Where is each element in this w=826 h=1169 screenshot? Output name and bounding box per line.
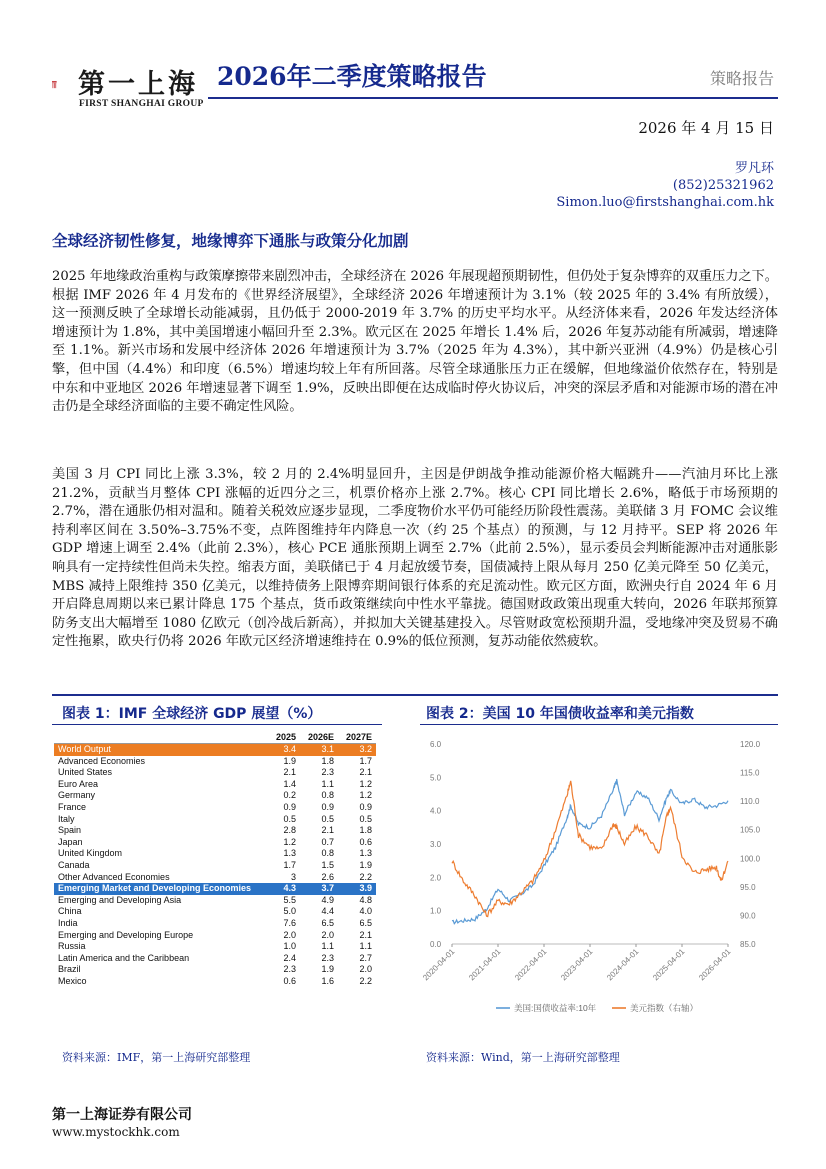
x-tick-label: 2020-04-01 xyxy=(421,947,457,983)
row-value-2025: 7.6 xyxy=(283,917,296,928)
table-row xyxy=(54,744,376,756)
row-value-2027e: 1.2 xyxy=(359,790,372,801)
row-value-2025: 1.3 xyxy=(283,848,296,859)
row-value-2026e: 1.6 xyxy=(321,975,334,986)
row-value-2026e: 2.3 xyxy=(321,767,334,778)
paragraph-1 xyxy=(52,268,778,417)
row-value-2027e: 0.5 xyxy=(359,813,372,824)
gdp-table-body xyxy=(54,744,376,988)
row-label: Other Advanced Economies xyxy=(58,871,170,882)
row-value-2027e: 2.1 xyxy=(359,929,372,940)
y-left-tick-label: 4.0 xyxy=(430,806,442,816)
table-row xyxy=(54,756,376,768)
row-value-2027e: 1.3 xyxy=(359,848,372,859)
logo-english-name: FIRST SHANGHAI GROUP xyxy=(79,99,204,109)
row-value-2025: 2.3 xyxy=(283,964,296,975)
paragraph-1-text: 2025 年地缘政治重构与政策摩擦带来剧烈冲击，全球经济在 2026 年展现超预期韧性，但仍处于复杂博弈的双重压力之下。根据 IMF 2026 年 4 月发布的《世界经济展望》，全球经济 2026 年增速预计为 3.1%（较 2025 年的 3.4% 有所放缓），这一预测反映了全球增长动能减弱，且仍低于 2000-2019 年 3.7% 的历史平均水平。从经济体来看，2026 年发达经济体增速预计为 1.8%，其中美国增速小幅回升至 2.3%。欧元区在 2025 年增长 1.4% 后，2026 年复苏动能有所减弱，增速降至 1.1%。新兴市场和发展中经济体 2026 年增速预计为 3.7%（2025 年为 4.3%），其中新兴亚洲（4.9%）仍是核心引擎，但中国（4.4%）和印度（6.5%）增速均较上年有所回落。尽管全球通胀压力正在缓解，但地缘溢价依然存在，特别是中东和中亚地区 2026 年增速显著下调至 1.9%，反映出即便在达成临时停火协议后，冲突的深层矛盾和对能源市场的潜在冲击仍是全球经济面临的主要不确定性风险。 xyxy=(52,269,778,415)
row-label: Germany xyxy=(58,790,96,801)
x-tick-label: 2023-04-01 xyxy=(559,947,595,983)
row-value-2027e: 0.9 xyxy=(359,801,372,812)
y-left-tick-label: 3.0 xyxy=(430,840,442,849)
author-phone: (852)25321962 xyxy=(672,178,774,193)
y-left-tick-label: 2.0 xyxy=(430,873,442,883)
table-row xyxy=(54,883,376,895)
row-value-2026e: 2.0 xyxy=(321,929,334,940)
row-label: India xyxy=(58,917,78,928)
row-value-2027e: 4.0 xyxy=(359,906,372,917)
y-left-tick-label: 1.0 xyxy=(430,906,442,916)
table-row xyxy=(54,918,376,930)
row-value-2027e: 2.1 xyxy=(359,767,372,778)
row-value-2025: 0.2 xyxy=(283,790,296,801)
figure2-source: 资料来源：Wind，第一上海研究部整理 xyxy=(426,1051,620,1064)
table-row xyxy=(54,860,376,872)
row-value-2026e: 2.3 xyxy=(321,952,334,963)
x-tick-label: 2025-04-01 xyxy=(651,947,687,983)
table-row xyxy=(54,872,376,884)
row-value-2026e: 0.5 xyxy=(321,813,334,824)
row-value-2026e: 2.6 xyxy=(321,871,334,882)
row-value-2026e: 1.8 xyxy=(321,755,334,766)
y-right-tick-label: 110.0 xyxy=(740,797,760,807)
row-value-2027e: 1.1 xyxy=(359,941,372,952)
table-row xyxy=(54,895,376,907)
col-header-2027e: 2027E xyxy=(338,730,376,744)
table-row xyxy=(54,930,376,942)
row-value-2026e: 1.9 xyxy=(321,964,334,975)
header-divider xyxy=(208,97,778,99)
table-row xyxy=(54,941,376,953)
table-row xyxy=(54,964,376,976)
row-value-2025: 5.5 xyxy=(283,894,296,905)
row-value-2026e: 2.1 xyxy=(321,825,334,836)
row-label: Spain xyxy=(58,825,82,836)
row-value-2025: 2.0 xyxy=(283,929,296,940)
company-logo xyxy=(52,66,78,106)
row-value-2027e: 2.0 xyxy=(359,964,372,975)
row-value-2027e: 2.2 xyxy=(359,871,372,882)
legend-label: 美国:国债收益率:10年 xyxy=(514,1003,597,1013)
x-tick-label: 2024-04-01 xyxy=(605,947,641,983)
row-value-2027e: 3.9 xyxy=(338,883,376,895)
figure1-title: 图表 1：IMF 全球经济 GDP 展望（%） xyxy=(62,706,322,722)
row-value-2025: 4.3 xyxy=(262,883,300,895)
row-value-2026e: 3.7 xyxy=(300,883,338,895)
treasury-10y-yield-line xyxy=(452,779,728,924)
row-value-2027e: 1.7 xyxy=(359,755,372,766)
table-row xyxy=(54,814,376,826)
chart-series xyxy=(452,779,728,924)
y-right-tick-label: 95.0 xyxy=(740,882,756,892)
row-value-2026e: 0.8 xyxy=(321,848,334,859)
x-tick-label: 2022-04-01 xyxy=(513,947,549,983)
row-value-2025: 3 xyxy=(290,871,296,882)
figure2-title: 图表 2：美国 10 年国债收益率和美元指数 xyxy=(426,706,694,722)
x-tick-label: 2021-04-01 xyxy=(467,947,503,983)
row-value-2026e: 1.5 xyxy=(321,859,334,870)
row-value-2026e: 0.8 xyxy=(321,790,334,801)
row-value-2026e: 4.4 xyxy=(321,906,334,917)
row-value-2026e: 4.9 xyxy=(321,894,334,905)
y-right-tick-label: 85.0 xyxy=(740,940,756,949)
row-value-2025: 3.4 xyxy=(262,744,300,756)
row-label: World Output xyxy=(54,744,262,756)
y-right-tick-label: 100.0 xyxy=(740,854,761,864)
gdp-outlook-table xyxy=(54,730,376,987)
x-tick-label: 2026-04-01 xyxy=(697,947,733,983)
row-label: Latin America and the Caribbean xyxy=(58,952,190,963)
row-label: Italy xyxy=(58,813,75,824)
row-label: Advanced Economies xyxy=(58,755,146,766)
row-value-2026e: 1.1 xyxy=(321,778,334,789)
legend-label: 美元指数（右轴） xyxy=(630,1003,699,1013)
yield-dollar-chart xyxy=(420,728,778,1028)
figure2-title-rule xyxy=(420,724,778,725)
row-value-2027e: 3.2 xyxy=(338,744,376,756)
row-value-2027e: 6.5 xyxy=(359,917,372,928)
table-row xyxy=(54,790,376,802)
row-label: United States xyxy=(58,767,113,778)
row-label: Japan xyxy=(58,836,83,847)
table-row xyxy=(54,953,376,965)
row-value-2026e: 0.9 xyxy=(321,801,334,812)
row-value-2027e: 1.2 xyxy=(359,778,372,789)
row-value-2027e: 0.6 xyxy=(359,836,372,847)
row-value-2027e: 1.8 xyxy=(359,825,372,836)
logo-chinese-name: 第一上海 xyxy=(78,69,198,100)
table-row xyxy=(54,767,376,779)
row-value-2027e: 4.8 xyxy=(359,894,372,905)
paragraph-2-text: 美国 3 月 CPI 同比上涨 3.3%，较 2 月的 2.4%明显回升，主因是伊朗战争推动能源价格大幅跳升——汽油月环比上涨 21.2%，贡献当月整体 CPI 涨幅的近四分之三，机票价格亦上涨 2.7%。核心 CPI 同比增长 2.6%，略低于市场预期的 2.7%，潜在通胀仍相对温和。随着关税效应逐步显现，二季度物价水平仍可能经历阶段性震荡。美联储 3 月 FOMC 会议维持利率区间在 3.50%–3.75%不变，点阵图维持年内降息一次（约 25 个基点）的预测，与 12 月持平。SEP 将 2026 年 GDP 增速上调至 2.4%（此前 2.3%），核心 PCE 通胀预期上调至 2.7%（此前 2.5%），显示委员会判断能源冲击对通胀影响具有一定持续性但尚未失控。缩表方面，美联储已于 4 月起放缓节奏，国债减持上限从每月 250 亿美元降至 50 亿美元，MBS 减持上限维持 350 亿美元，以维持债务上限博弈期间银行体系的充足流动性。欧元区方面，欧洲央行自 2024 年 6 月开启降息周期以来已累计降息 175 个基点，货币政策继续向中性水平靠拢。德国财政政策出现重大转向，2026 年联邦预算防务支出大幅增至 1080 亿欧元（创冷战后新高），并拟加大关键基建投入。尽管财政宽松预期升温，受地缘冲突及贸易不确定性拖累，欧央行仍将 2026 年欧元区经济增速维持在 0.9%的低位预测，复苏动能依然疲软。 xyxy=(52,467,778,650)
row-value-2026e: 6.5 xyxy=(321,917,334,928)
row-label: France xyxy=(58,801,87,812)
table-row xyxy=(54,825,376,837)
row-value-2026e: 0.7 xyxy=(321,836,334,847)
report-title: 2026年二季度策略报告 xyxy=(217,62,487,91)
y-left-tick-label: 6.0 xyxy=(430,740,442,749)
row-label: Emerging and Developing Europe xyxy=(58,929,194,940)
y-right-tick-label: 120.0 xyxy=(740,740,761,749)
y-right-tick-label: 105.0 xyxy=(740,825,761,835)
footer-website[interactable]: www.mystockhk.com xyxy=(52,1125,180,1139)
col-header-2025: 2025 xyxy=(262,730,300,744)
row-value-2025: 1.0 xyxy=(283,941,296,952)
y-left-tick-label: 0.0 xyxy=(430,940,442,949)
table-row xyxy=(54,848,376,860)
row-label: Emerging Market and Developing Economies xyxy=(54,883,262,895)
col-header-2026e: 2026E xyxy=(300,730,338,744)
table-row xyxy=(54,802,376,814)
row-value-2026e: 1.1 xyxy=(321,941,334,952)
row-label: China xyxy=(58,906,82,917)
row-value-2025: 1.9 xyxy=(283,755,296,766)
row-value-2025: 1.2 xyxy=(283,836,296,847)
row-value-2027e: 1.9 xyxy=(359,859,372,870)
table-row xyxy=(54,837,376,849)
row-value-2027e: 2.7 xyxy=(359,952,372,963)
row-label: Mexico xyxy=(58,975,87,986)
row-value-2025: 1.7 xyxy=(283,859,296,870)
row-value-2025: 2.1 xyxy=(283,767,296,778)
figure1-title-rule xyxy=(52,724,382,725)
row-value-2025: 0.9 xyxy=(283,801,296,812)
chart-axes xyxy=(421,740,760,982)
report-date: 2026 年 4 月 15 日 xyxy=(638,119,774,137)
row-label: Russia xyxy=(58,941,86,952)
row-value-2027e: 2.2 xyxy=(359,975,372,986)
figures-top-divider xyxy=(52,694,778,696)
table-row xyxy=(54,976,376,988)
y-right-tick-label: 115.0 xyxy=(740,768,760,778)
row-value-2025: 2.4 xyxy=(283,952,296,963)
report-type: 策略报告 xyxy=(709,69,774,88)
row-label: Emerging and Developing Asia xyxy=(58,894,182,905)
y-left-tick-label: 5.0 xyxy=(430,773,442,783)
author-name: 罗凡环 xyxy=(734,161,774,176)
table-row xyxy=(54,906,376,918)
row-label: Euro Area xyxy=(58,778,99,789)
row-value-2025: 0.5 xyxy=(283,813,296,824)
figure1-source: 资料来源：IMF，第一上海研究部整理 xyxy=(62,1051,251,1064)
author-email[interactable]: Simon.luo@firstshanghai.com.hk xyxy=(556,195,774,210)
table-header-row xyxy=(54,730,376,744)
section-subtitle: 全球经济韧性修复，地缘博弈下通胀与政策分化加剧 xyxy=(52,232,409,250)
row-label: Canada xyxy=(58,859,90,870)
paragraph-2 xyxy=(52,466,778,652)
row-value-2025: 2.8 xyxy=(283,825,296,836)
row-value-2025: 0.6 xyxy=(283,975,296,986)
table-row xyxy=(54,779,376,791)
y-right-tick-label: 90.0 xyxy=(740,911,756,921)
row-label: United Kingdom xyxy=(58,848,123,859)
row-label: Brazil xyxy=(58,964,81,975)
chart-legend xyxy=(496,1003,698,1013)
row-value-2026e: 3.1 xyxy=(300,744,338,756)
row-value-2025: 1.4 xyxy=(283,778,296,789)
footer-company-name: 第一上海证券有限公司 xyxy=(52,1107,192,1123)
row-value-2025: 5.0 xyxy=(283,906,296,917)
